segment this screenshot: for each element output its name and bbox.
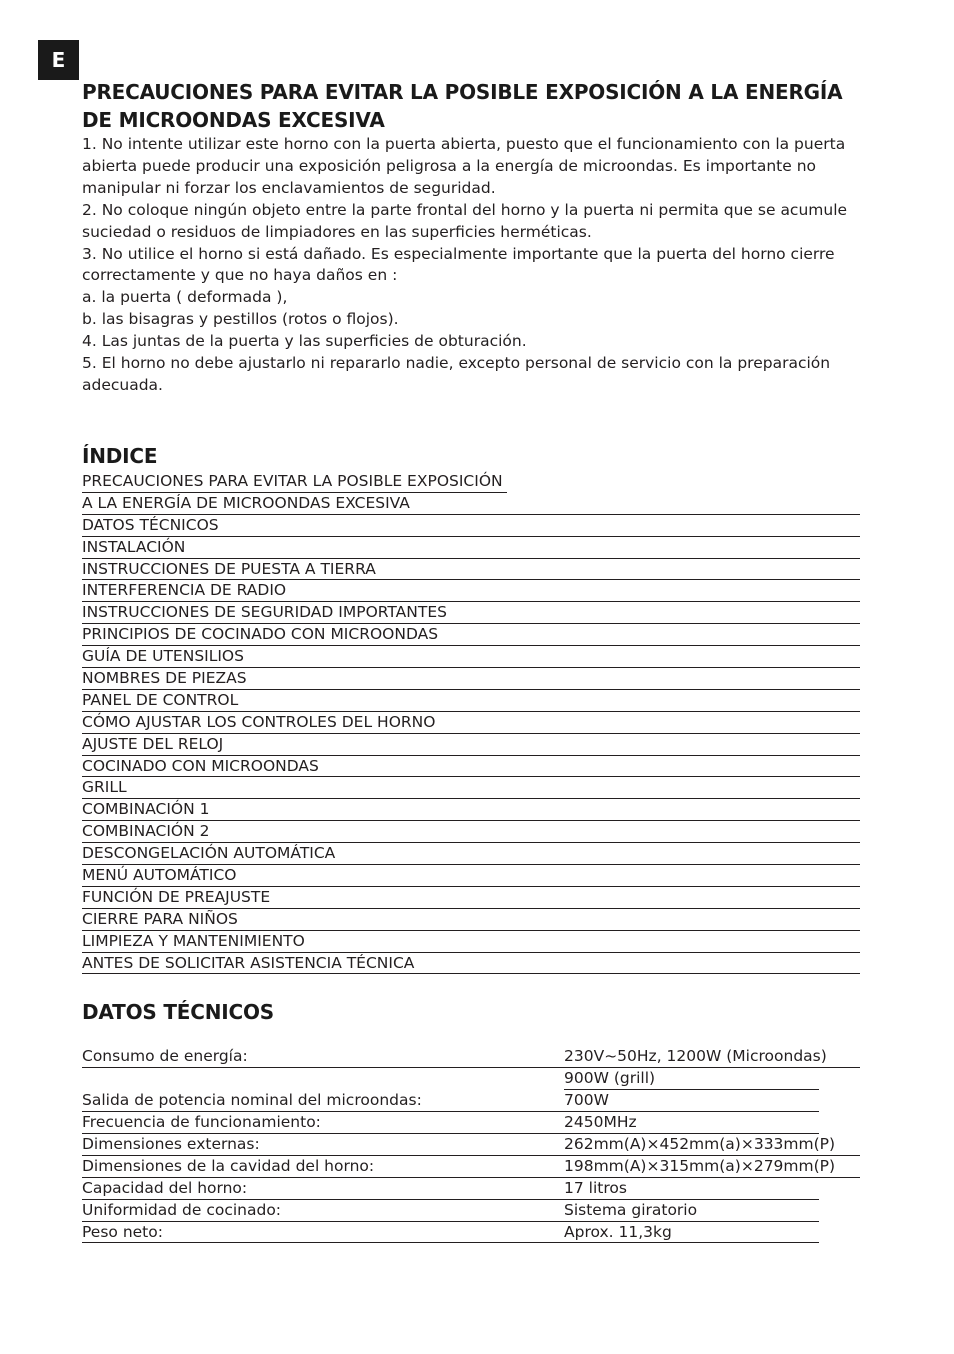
spec-label bbox=[82, 1068, 564, 1090]
spec-row bbox=[82, 1200, 860, 1222]
spec-value: Aprox. 11,3kg bbox=[564, 1222, 819, 1244]
spec-row bbox=[82, 1068, 860, 1090]
toc-item: PRINCIPIOS DE COCINADO CON MICROONDAS bbox=[82, 624, 860, 646]
spec-row bbox=[82, 1112, 860, 1134]
spec-row bbox=[82, 1046, 860, 1068]
precaution-line: 4. Las juntas de la puerta y las superficies de obturación. bbox=[82, 332, 527, 351]
toc-item: CIERRE PARA NIÑOS bbox=[82, 909, 860, 931]
toc-item: A LA ENERGÍA DE MICROONDAS EXCESIVA bbox=[82, 493, 860, 515]
toc-item: DESCONGELACIÓN AUTOMÁTICA bbox=[82, 843, 860, 865]
toc-item: COCINADO CON MICROONDAS bbox=[82, 756, 860, 778]
precaution-line: 1. No intente utilizar este horno con la puerta abierta, puesto que el funcionamiento con la puerta abierta puede producir una exposición peligrosa a la energía de microondas. Es importante no manipular ni forzar los enclavamientos de seguridad. bbox=[82, 135, 846, 197]
spec-label: Uniformidad de cocinado: bbox=[82, 1200, 564, 1222]
spec-value: 198mm(A)×315mm(a)×279mm(P) bbox=[564, 1156, 836, 1175]
toc-item: FUNCIÓN DE PREAJUSTE bbox=[82, 887, 860, 909]
toc-item: CÓMO AJUSTAR LOS CONTROLES DEL HORNO bbox=[82, 712, 860, 734]
spec-row bbox=[82, 1222, 860, 1244]
spec-value: 17 litros bbox=[564, 1178, 819, 1200]
toc-item: COMBINACIÓN 2 bbox=[82, 821, 860, 843]
toc-item: AJUSTE DEL RELOJ bbox=[82, 734, 860, 756]
spec-row bbox=[82, 1156, 860, 1178]
toc-item: INSTRUCCIONES DE SEGURIDAD IMPORTANTES bbox=[82, 602, 860, 624]
spec-value: 900W (grill) bbox=[564, 1068, 819, 1090]
spec-label: Frecuencia de funcionamiento: bbox=[82, 1112, 564, 1134]
toc-item: PANEL DE CONTROL bbox=[82, 690, 860, 712]
spec-row bbox=[82, 1178, 860, 1200]
toc-item: MENÚ AUTOMÁTICO bbox=[82, 865, 860, 887]
toc-item: INSTALACIÓN bbox=[82, 537, 860, 559]
spec-label: Peso neto: bbox=[82, 1222, 564, 1244]
spec-value: Sistema giratorio bbox=[564, 1200, 819, 1222]
toc-list bbox=[82, 493, 872, 975]
precautions-text bbox=[82, 134, 872, 397]
spec-label: Consumo de energía: bbox=[82, 1047, 248, 1066]
toc-item: LIMPIEZA Y MANTENIMIENTO bbox=[82, 931, 860, 953]
precaution-line: b. las bisagras y pestillos (rotos o flojos). bbox=[82, 310, 399, 329]
page-content bbox=[82, 78, 872, 1243]
specs-table bbox=[82, 1046, 872, 1243]
spec-value: 700W bbox=[564, 1090, 819, 1112]
index-section bbox=[82, 441, 872, 975]
language-tab: E bbox=[38, 40, 79, 80]
index-title: ÍNDICE bbox=[82, 443, 158, 468]
spec-label: Dimensiones externas: bbox=[82, 1135, 260, 1154]
toc-item: PRECAUCIONES PARA EVITAR LA POSIBLE EXPOSICIÓN bbox=[82, 471, 507, 493]
spec-value: 2450MHz bbox=[564, 1112, 819, 1134]
precaution-line: 3. No utilice el horno si está dañado. Es especialmente importante que la puerta del horno cierre correctamente y que no haya daños en : bbox=[82, 244, 835, 285]
precaution-line: 2. No coloque ningún objeto entre la parte frontal del horno y la puerta ni permita que se acumule suciedad o residuos de limpiadores en las superficies herméticas. bbox=[82, 200, 848, 241]
toc-item: INTERFERENCIA DE RADIO bbox=[82, 580, 860, 602]
toc-item: GRILL bbox=[82, 777, 860, 799]
spec-label: Capacidad del horno: bbox=[82, 1178, 564, 1200]
spec-value: 230V~50Hz, 1200W (Microondas) bbox=[564, 1047, 827, 1066]
precautions-title: PRECAUCIONES PARA EVITAR LA POSIBLE EXPOSICIÓN A LA ENERGÍA DE MICROONDAS EXCESIVA bbox=[82, 80, 843, 132]
spec-row bbox=[82, 1090, 860, 1112]
precaution-line: a. la puerta ( deformada ), bbox=[82, 288, 288, 307]
toc-item: GUÍA DE UTENSILIOS bbox=[82, 646, 860, 668]
precautions-section bbox=[82, 78, 872, 397]
spec-row bbox=[82, 1134, 860, 1156]
toc-item: COMBINACIÓN 1 bbox=[82, 799, 860, 821]
specs-title: DATOS TÉCNICOS bbox=[82, 1000, 274, 1025]
toc-item: ANTES DE SOLICITAR ASISTENCIA TÉCNICA bbox=[82, 953, 860, 975]
spec-value: 262mm(A)×452mm(a)×333mm(P) bbox=[564, 1135, 836, 1154]
toc-item: NOMBRES DE PIEZAS bbox=[82, 668, 860, 690]
toc-item: DATOS TÉCNICOS bbox=[82, 515, 860, 537]
spec-label: Salida de potencia nominal del microondas: bbox=[82, 1090, 564, 1112]
toc-item: INSTRUCCIONES DE PUESTA A TIERRA bbox=[82, 559, 860, 581]
precaution-line: 5. El horno no debe ajustarlo ni repararlo nadie, excepto personal de servicio con la preparación adecuada. bbox=[82, 354, 831, 394]
specs-section bbox=[82, 998, 872, 1243]
spec-label: Dimensiones de la cavidad del horno: bbox=[82, 1156, 375, 1175]
